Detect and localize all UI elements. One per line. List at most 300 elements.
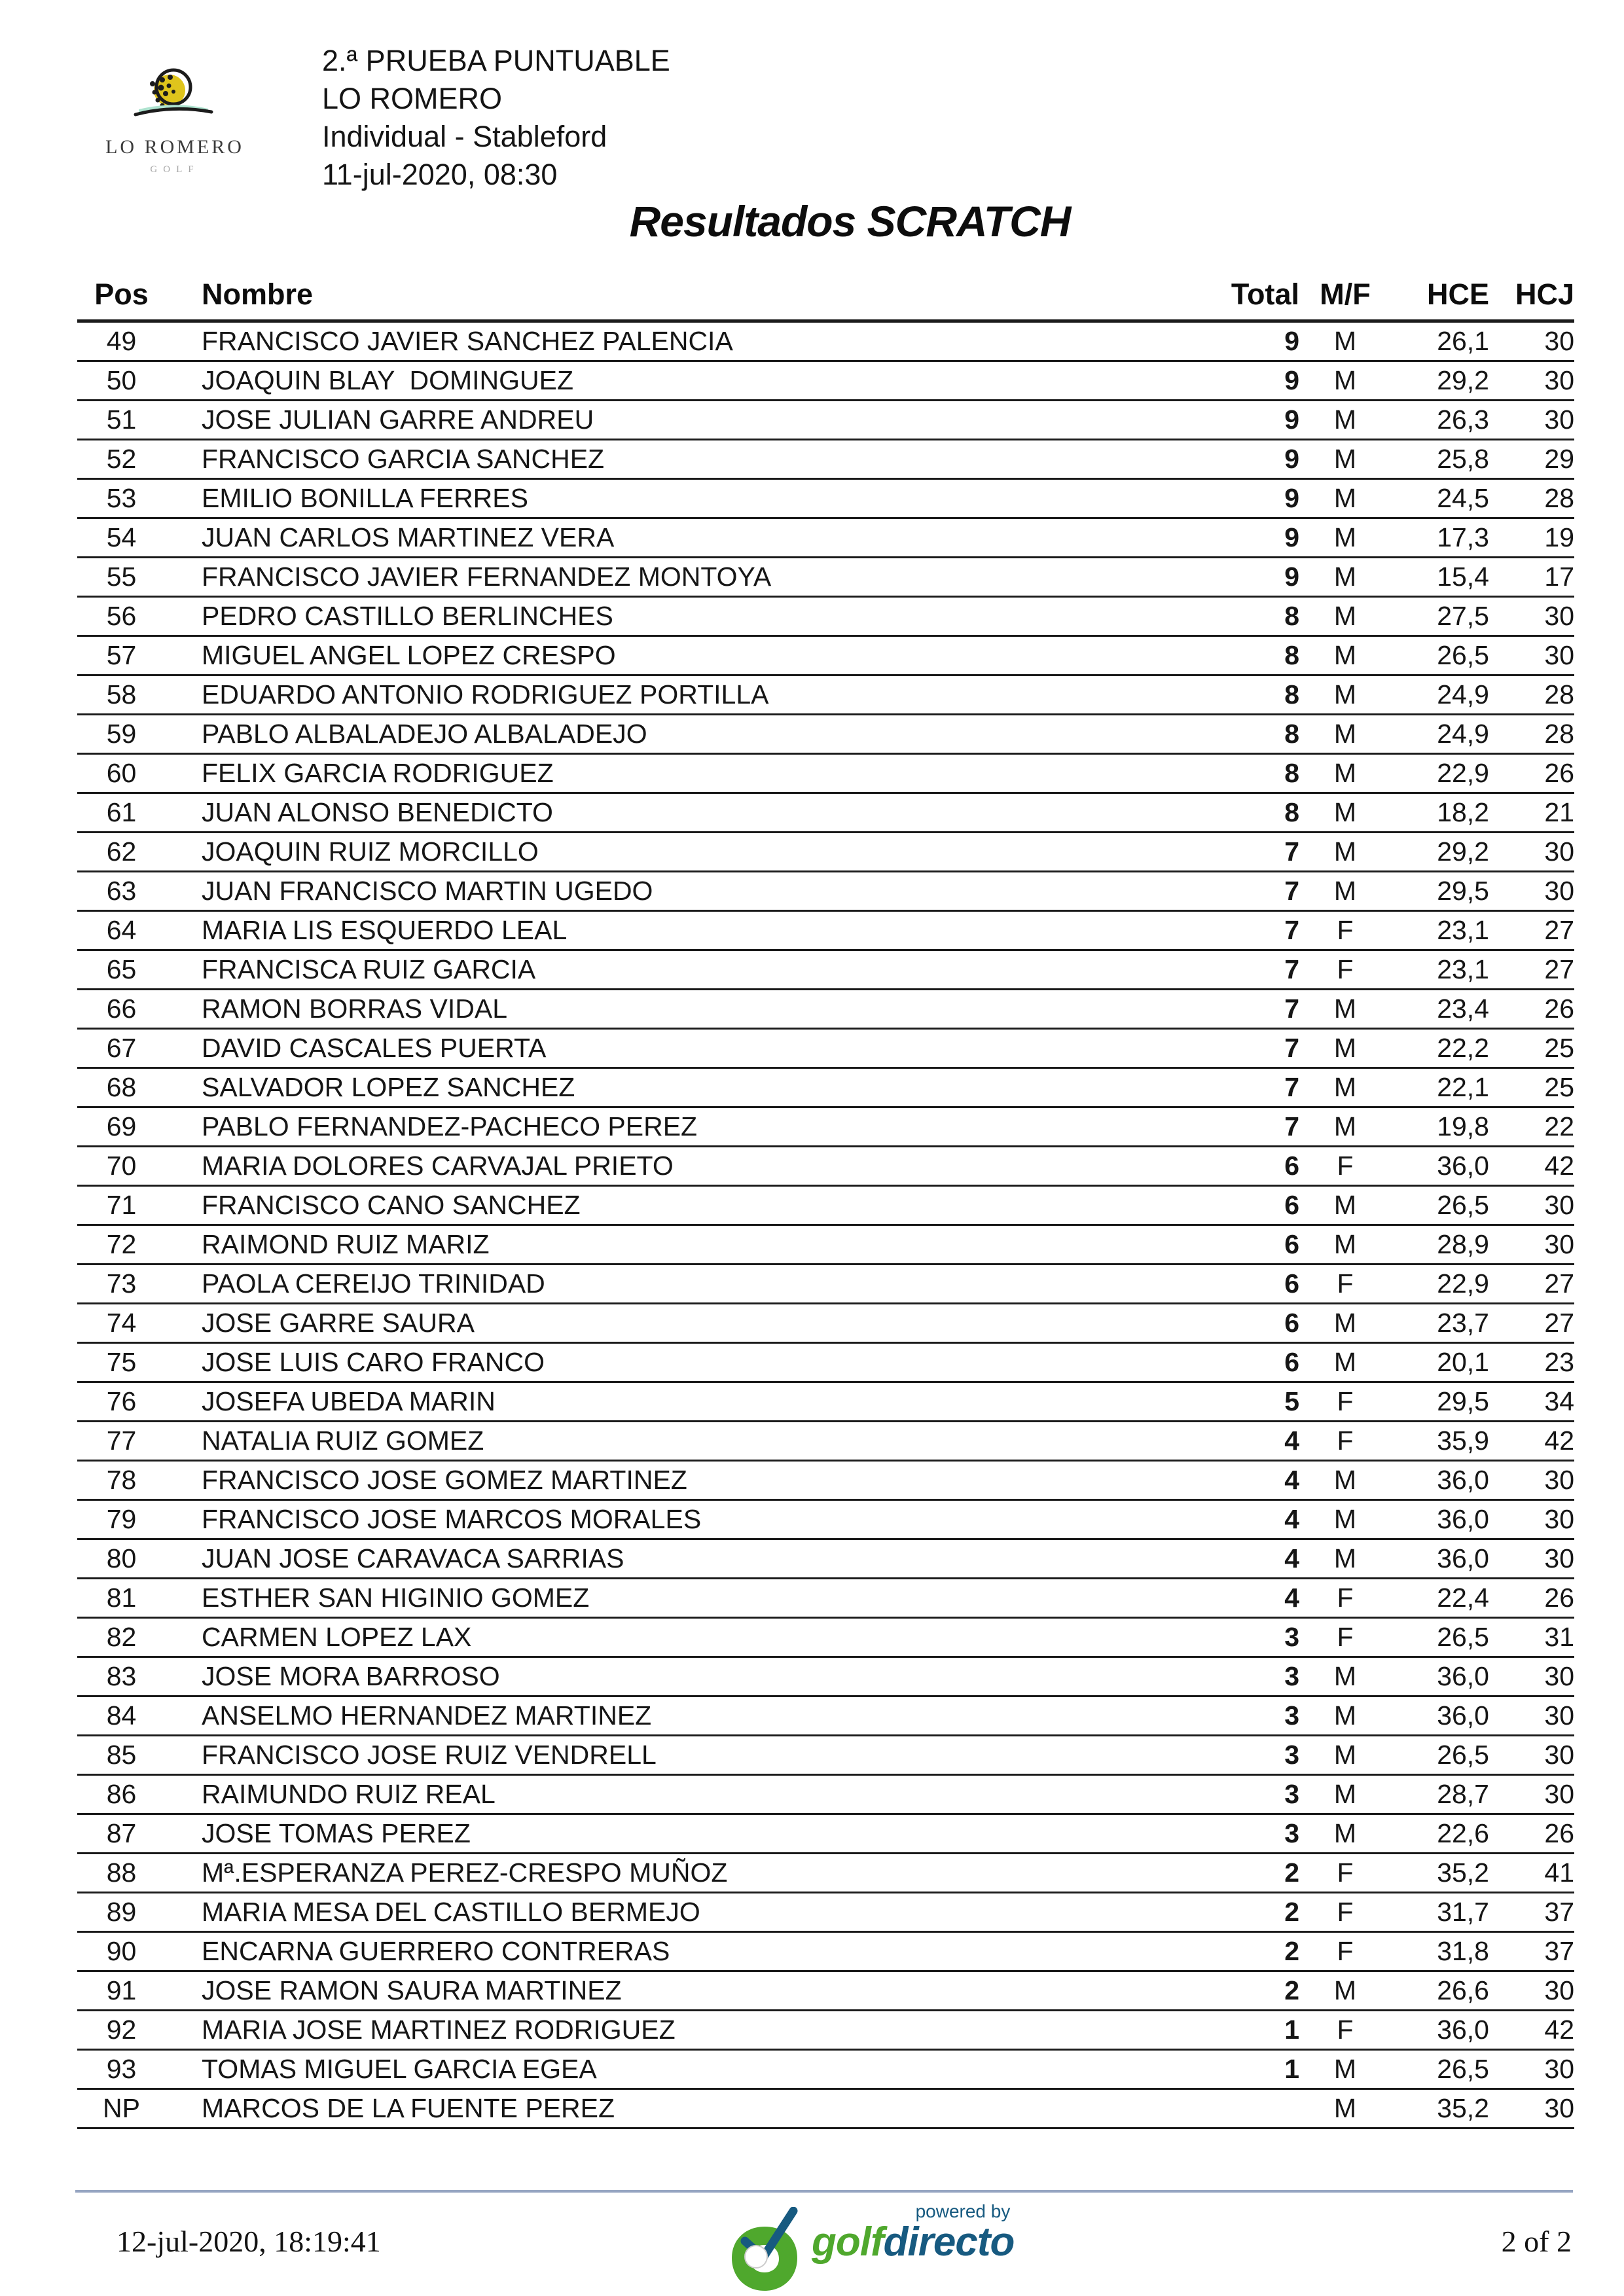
cell-mf: M: [1299, 1068, 1391, 1107]
cell-mf: M: [1299, 597, 1391, 636]
table-row: [77, 675, 1574, 715]
cell-hce: 18,2: [1391, 793, 1489, 833]
cell-nombre: ANSELMO HERNANDEZ MARTINEZ: [166, 1696, 1188, 1736]
cell-mf: M: [1299, 1814, 1391, 1854]
cell-hce: 26,1: [1391, 321, 1489, 361]
cell-total: 9: [1188, 361, 1299, 401]
table-row: [77, 1814, 1574, 1854]
cell-total: 4: [1188, 1579, 1299, 1618]
cell-mf: F: [1299, 1893, 1391, 1932]
cell-mf: M: [1299, 1304, 1391, 1343]
cell-nombre: JOSE MORA BARROSO: [166, 1657, 1188, 1696]
cell-mf: M: [1299, 715, 1391, 754]
cell-nombre: JOAQUIN BLAY DOMINGUEZ: [166, 361, 1188, 401]
brand-directo: directo: [883, 2219, 1015, 2265]
golfdirecto-logo: [725, 2201, 1015, 2296]
cell-hce: 26,5: [1391, 1618, 1489, 1657]
cell-nombre: PABLO FERNANDEZ-PACHECO PEREZ: [166, 1107, 1188, 1147]
table-row: [77, 2050, 1574, 2089]
cell-nombre: FELIX GARCIA RODRIGUEZ: [166, 754, 1188, 793]
cell-hcj: 41: [1489, 1854, 1574, 1893]
table-row: [77, 1500, 1574, 1539]
cell-total: 6: [1188, 1147, 1299, 1186]
cell-hce: 27,5: [1391, 597, 1489, 636]
cell-hcj: 30: [1489, 597, 1574, 636]
col-header-hce: HCE: [1391, 278, 1489, 321]
cell-nombre: Mª.ESPERANZA PEREZ-CRESPO MUÑOZ: [166, 1854, 1188, 1893]
table-row: [77, 597, 1574, 636]
cell-hce: 28,9: [1391, 1225, 1489, 1265]
cell-mf: M: [1299, 636, 1391, 675]
header-row: [77, 278, 1574, 321]
cell-total: 7: [1188, 1107, 1299, 1147]
cell-nombre: JOSEFA UBEDA MARIN: [166, 1382, 1188, 1422]
cell-pos: 82: [77, 1618, 166, 1657]
table-row: [77, 558, 1574, 597]
table-row: [77, 636, 1574, 675]
cell-total: 7: [1188, 1068, 1299, 1107]
table-row: [77, 872, 1574, 911]
cell-nombre: FRANCISCO CANO SANCHEZ: [166, 1186, 1188, 1225]
cell-mf: M: [1299, 990, 1391, 1029]
cell-total: 6: [1188, 1304, 1299, 1343]
table-row: [77, 1775, 1574, 1814]
event-line-2: LO ROMERO: [322, 82, 503, 115]
cell-mf: F: [1299, 1265, 1391, 1304]
cell-hcj: 30: [1489, 1971, 1574, 2011]
cell-nombre: MIGUEL ANGEL LOPEZ CRESPO: [166, 636, 1188, 675]
cell-nombre: FRANCISCO JOSE MARCOS MORALES: [166, 1500, 1188, 1539]
cell-hcj: 25: [1489, 1068, 1574, 1107]
cell-hcj: 28: [1489, 715, 1574, 754]
table-row: [77, 1304, 1574, 1343]
cell-total: 6: [1188, 1343, 1299, 1382]
table-row: [77, 1147, 1574, 1186]
cell-hcj: 28: [1489, 479, 1574, 518]
cell-total: 9: [1188, 558, 1299, 597]
cell-pos: 86: [77, 1775, 166, 1814]
cell-total: 7: [1188, 872, 1299, 911]
cell-hce: 26,5: [1391, 636, 1489, 675]
cell-pos: 51: [77, 401, 166, 440]
cell-nombre: MARIA LIS ESQUERDO LEAL: [166, 911, 1188, 950]
table-row: [77, 793, 1574, 833]
cell-hce: 20,1: [1391, 1343, 1489, 1382]
cell-total: 3: [1188, 1814, 1299, 1854]
cell-total: 9: [1188, 401, 1299, 440]
table-row: [77, 833, 1574, 872]
cell-total: [1188, 2089, 1299, 2128]
cell-pos: 55: [77, 558, 166, 597]
table-row: [77, 518, 1574, 558]
col-header-total: Total: [1188, 278, 1299, 321]
cell-hce: 23,1: [1391, 911, 1489, 950]
cell-total: 3: [1188, 1696, 1299, 1736]
cell-pos: 77: [77, 1422, 166, 1461]
cell-pos: 69: [77, 1107, 166, 1147]
cell-nombre: FRANCISCO JOSE GOMEZ MARTINEZ: [166, 1461, 1188, 1500]
event-line-3: Individual - Stableford: [322, 120, 607, 153]
cell-nombre: MARCOS DE LA FUENTE PEREZ: [166, 2089, 1188, 2128]
table-row: [77, 401, 1574, 440]
table-row: [77, 440, 1574, 479]
event-line-1: 2.ª PRUEBA PUNTUABLE: [322, 44, 670, 77]
cell-hcj: 22: [1489, 1107, 1574, 1147]
cell-hce: 23,7: [1391, 1304, 1489, 1343]
cell-nombre: JOSE JULIAN GARRE ANDREU: [166, 401, 1188, 440]
table-row: [77, 754, 1574, 793]
powered-by-label: powered by: [915, 2201, 1011, 2221]
event-line-4: 11-jul-2020, 08:30: [322, 158, 558, 191]
golfdirecto-wordmark: [812, 2202, 1014, 2263]
cell-pos: 87: [77, 1814, 166, 1854]
cell-total: 7: [1188, 911, 1299, 950]
footer-generated-timestamp: 12-jul-2020, 18:19:41: [117, 2225, 381, 2258]
cell-hcj: 37: [1489, 1893, 1574, 1932]
table-row: [77, 950, 1574, 990]
cell-total: 9: [1188, 440, 1299, 479]
cell-mf: F: [1299, 1147, 1391, 1186]
cell-hcj: 30: [1489, 833, 1574, 872]
cell-hce: 36,0: [1391, 1539, 1489, 1579]
cell-total: 7: [1188, 1029, 1299, 1068]
cell-pos: 50: [77, 361, 166, 401]
cell-mf: M: [1299, 1461, 1391, 1500]
cell-pos: 53: [77, 479, 166, 518]
cell-nombre: MARIA DOLORES CARVAJAL PRIETO: [166, 1147, 1188, 1186]
cell-mf: M: [1299, 1775, 1391, 1814]
cell-hce: 23,4: [1391, 990, 1489, 1029]
cell-nombre: FRANCISCO JAVIER FERNANDEZ MONTOYA: [166, 558, 1188, 597]
cell-pos: 52: [77, 440, 166, 479]
table-row: [77, 321, 1574, 361]
cell-nombre: JOSE RAMON SAURA MARTINEZ: [166, 1971, 1188, 2011]
cell-mf: F: [1299, 911, 1391, 950]
cell-pos: 56: [77, 597, 166, 636]
cell-pos: 74: [77, 1304, 166, 1343]
cell-total: 8: [1188, 793, 1299, 833]
cell-nombre: JUAN FRANCISCO MARTIN UGEDO: [166, 872, 1188, 911]
cell-hcj: 42: [1489, 1422, 1574, 1461]
cell-hce: 26,5: [1391, 1186, 1489, 1225]
brand-name: [812, 2219, 1014, 2265]
cell-pos: 93: [77, 2050, 166, 2089]
cell-hcj: 30: [1489, 2050, 1574, 2089]
cell-mf: M: [1299, 440, 1391, 479]
cell-nombre: NATALIA RUIZ GOMEZ: [166, 1422, 1188, 1461]
cell-nombre: EDUARDO ANTONIO RODRIGUEZ PORTILLA: [166, 675, 1188, 715]
cell-pos: 90: [77, 1932, 166, 1971]
cell-pos: 79: [77, 1500, 166, 1539]
table-row: [77, 1932, 1574, 1971]
cell-pos: 58: [77, 675, 166, 715]
cell-pos: 76: [77, 1382, 166, 1422]
cell-hcj: 23: [1489, 1343, 1574, 1382]
cell-nombre: JOAQUIN RUIZ MORCILLO: [166, 833, 1188, 872]
cell-nombre: ESTHER SAN HIGINIO GOMEZ: [166, 1579, 1188, 1618]
cell-mf: M: [1299, 321, 1391, 361]
cell-mf: F: [1299, 1382, 1391, 1422]
cell-total: 6: [1188, 1265, 1299, 1304]
cell-total: 4: [1188, 1422, 1299, 1461]
cell-mf: M: [1299, 793, 1391, 833]
cell-nombre: ENCARNA GUERRERO CONTRERAS: [166, 1932, 1188, 1971]
cell-hce: 26,5: [1391, 2050, 1489, 2089]
results-table: [77, 278, 1574, 2129]
cell-mf: M: [1299, 1186, 1391, 1225]
cell-mf: M: [1299, 872, 1391, 911]
cell-nombre: JOSE TOMAS PEREZ: [166, 1814, 1188, 1854]
cell-mf: M: [1299, 518, 1391, 558]
cell-pos: 84: [77, 1696, 166, 1736]
cell-pos: 66: [77, 990, 166, 1029]
cell-mf: M: [1299, 1107, 1391, 1147]
cell-total: 2: [1188, 1854, 1299, 1893]
cell-pos: 88: [77, 1854, 166, 1893]
table-row: [77, 1893, 1574, 1932]
cell-hce: 15,4: [1391, 558, 1489, 597]
cell-hcj: 27: [1489, 950, 1574, 990]
cell-nombre: TOMAS MIGUEL GARCIA EGEA: [166, 2050, 1188, 2089]
cell-hce: 31,7: [1391, 1893, 1489, 1932]
cell-nombre: PABLO ALBALADEJO ALBALADEJO: [166, 715, 1188, 754]
cell-total: 3: [1188, 1618, 1299, 1657]
cell-hce: 22,6: [1391, 1814, 1489, 1854]
cell-nombre: RAIMOND RUIZ MARIZ: [166, 1225, 1188, 1265]
cell-nombre: MARIA JOSE MARTINEZ RODRIGUEZ: [166, 2011, 1188, 2050]
cell-nombre: PEDRO CASTILLO BERLINCHES: [166, 597, 1188, 636]
table-row: [77, 1422, 1574, 1461]
cell-pos: 59: [77, 715, 166, 754]
cell-hcj: 30: [1489, 1696, 1574, 1736]
cell-pos: 67: [77, 1029, 166, 1068]
golf-ball-icon: [150, 70, 190, 108]
cell-total: 9: [1188, 321, 1299, 361]
cell-hcj: 26: [1489, 754, 1574, 793]
cell-hce: 24,9: [1391, 715, 1489, 754]
cell-hce: 22,4: [1391, 1579, 1489, 1618]
cell-hcj: 19: [1489, 518, 1574, 558]
table-row: [77, 1971, 1574, 2011]
cell-mf: M: [1299, 1657, 1391, 1696]
table-row: [77, 1539, 1574, 1579]
cell-hcj: 25: [1489, 1029, 1574, 1068]
cell-total: 2: [1188, 1893, 1299, 1932]
cell-hce: 29,2: [1391, 361, 1489, 401]
cell-hcj: 34: [1489, 1382, 1574, 1422]
cell-total: 7: [1188, 990, 1299, 1029]
cell-pos: 68: [77, 1068, 166, 1107]
cell-total: 2: [1188, 1971, 1299, 2011]
cell-pos: 81: [77, 1579, 166, 1618]
cell-mf: M: [1299, 1971, 1391, 2011]
cell-hce: 36,0: [1391, 1500, 1489, 1539]
cell-pos: 89: [77, 1893, 166, 1932]
cell-mf: F: [1299, 2011, 1391, 2050]
cell-total: 3: [1188, 1736, 1299, 1775]
cell-nombre: JOSE GARRE SAURA: [166, 1304, 1188, 1343]
cell-hcj: 27: [1489, 1304, 1574, 1343]
cell-pos: 85: [77, 1736, 166, 1775]
cell-mf: M: [1299, 401, 1391, 440]
cell-hcj: 26: [1489, 990, 1574, 1029]
cell-total: 1: [1188, 2011, 1299, 2050]
col-header-hcj: HCJ: [1489, 278, 1574, 321]
cell-mf: M: [1299, 1736, 1391, 1775]
cell-mf: F: [1299, 1932, 1391, 1971]
cell-mf: M: [1299, 361, 1391, 401]
table-row: [77, 1461, 1574, 1500]
cell-total: 9: [1188, 479, 1299, 518]
table-row: [77, 1696, 1574, 1736]
table-row: [77, 1225, 1574, 1265]
cell-pos: 91: [77, 1971, 166, 2011]
page-title: Resultados SCRATCH: [629, 197, 1071, 245]
cell-nombre: FRANCISCO JAVIER SANCHEZ PALENCIA: [166, 321, 1188, 361]
cell-hce: 22,9: [1391, 1265, 1489, 1304]
cell-pos: 70: [77, 1147, 166, 1186]
table-row: [77, 2089, 1574, 2128]
table-row: [77, 1657, 1574, 1696]
cell-hcj: 31: [1489, 1618, 1574, 1657]
table-row: [77, 1343, 1574, 1382]
cell-pos: 54: [77, 518, 166, 558]
cell-hcj: 29: [1489, 440, 1574, 479]
cell-hce: 35,9: [1391, 1422, 1489, 1461]
cell-hce: 36,0: [1391, 1696, 1489, 1736]
table-row: [77, 1736, 1574, 1775]
cell-hcj: 30: [1489, 1539, 1574, 1579]
cell-hcj: 30: [1489, 1775, 1574, 1814]
table-row: [77, 1029, 1574, 1068]
cell-hce: 22,1: [1391, 1068, 1489, 1107]
cell-mf: M: [1299, 675, 1391, 715]
cell-hcj: 42: [1489, 1147, 1574, 1186]
cell-mf: M: [1299, 1029, 1391, 1068]
cell-nombre: FRANCISCA RUIZ GARCIA: [166, 950, 1188, 990]
cell-pos: 73: [77, 1265, 166, 1304]
cell-hcj: 30: [1489, 361, 1574, 401]
cell-hce: 35,2: [1391, 2089, 1489, 2128]
cell-hce: 29,5: [1391, 1382, 1489, 1422]
results-table-head: [77, 278, 1574, 321]
cell-nombre: PAOLA CEREIJO TRINIDAD: [166, 1265, 1188, 1304]
cell-pos: 64: [77, 911, 166, 950]
brand-golf: golf: [812, 2219, 884, 2265]
table-row: [77, 1265, 1574, 1304]
cell-hcj: 30: [1489, 1186, 1574, 1225]
cell-hce: 36,0: [1391, 1657, 1489, 1696]
cell-pos: 61: [77, 793, 166, 833]
cell-hcj: 30: [1489, 2089, 1574, 2128]
cell-pos: 80: [77, 1539, 166, 1579]
table-row: [77, 2011, 1574, 2050]
cell-pos: 57: [77, 636, 166, 675]
cell-mf: M: [1299, 1343, 1391, 1382]
cell-hce: 36,0: [1391, 1461, 1489, 1500]
cell-mf: M: [1299, 1696, 1391, 1736]
col-header-nombre: Nombre: [166, 278, 1188, 321]
table-row: [77, 1382, 1574, 1422]
cell-mf: F: [1299, 950, 1391, 990]
cell-hcj: 30: [1489, 636, 1574, 675]
cell-hcj: 30: [1489, 1461, 1574, 1500]
cell-hce: 36,0: [1391, 2011, 1489, 2050]
table-row: [77, 479, 1574, 518]
cell-mf: M: [1299, 754, 1391, 793]
cell-mf: M: [1299, 479, 1391, 518]
cell-total: 1: [1188, 2050, 1299, 2089]
cell-hce: 25,8: [1391, 440, 1489, 479]
cell-nombre: SALVADOR LOPEZ SANCHEZ: [166, 1068, 1188, 1107]
cell-hce: 23,1: [1391, 950, 1489, 990]
cell-hce: 29,5: [1391, 872, 1489, 911]
cell-hcj: 30: [1489, 321, 1574, 361]
cell-pos: 62: [77, 833, 166, 872]
cell-pos: 83: [77, 1657, 166, 1696]
table-row: [77, 361, 1574, 401]
cell-hcj: 28: [1489, 675, 1574, 715]
cell-hce: 24,5: [1391, 479, 1489, 518]
cell-hce: 24,9: [1391, 675, 1489, 715]
cell-hce: 29,2: [1391, 833, 1489, 872]
cell-mf: F: [1299, 1422, 1391, 1461]
cell-mf: F: [1299, 1618, 1391, 1657]
cell-nombre: JOSE LUIS CARO FRANCO: [166, 1343, 1188, 1382]
table-row: [77, 1068, 1574, 1107]
cell-nombre: DAVID CASCALES PUERTA: [166, 1029, 1188, 1068]
table-row: [77, 1186, 1574, 1225]
cell-total: 8: [1188, 597, 1299, 636]
cell-hcj: 17: [1489, 558, 1574, 597]
cell-hce: 22,9: [1391, 754, 1489, 793]
col-header-pos: Pos: [77, 278, 166, 321]
cell-mf: F: [1299, 1579, 1391, 1618]
cell-hcj: 26: [1489, 1579, 1574, 1618]
cell-total: 7: [1188, 833, 1299, 872]
cell-mf: M: [1299, 2050, 1391, 2089]
cell-pos: 49: [77, 321, 166, 361]
cell-hce: 36,0: [1391, 1147, 1489, 1186]
cell-hcj: 27: [1489, 1265, 1574, 1304]
green-swoosh-icon: [135, 105, 211, 115]
cell-hce: 28,7: [1391, 1775, 1489, 1814]
cell-pos: 71: [77, 1186, 166, 1225]
cell-hcj: 37: [1489, 1932, 1574, 1971]
cell-hce: 31,8: [1391, 1932, 1489, 1971]
cell-mf: M: [1299, 1500, 1391, 1539]
cell-hce: 26,5: [1391, 1736, 1489, 1775]
page-number: 2 of 2: [1501, 2225, 1572, 2258]
cell-mf: M: [1299, 2089, 1391, 2128]
table-row: [77, 1618, 1574, 1657]
cell-hce: 17,3: [1391, 518, 1489, 558]
cell-hce: 26,3: [1391, 401, 1489, 440]
cell-hcj: 26: [1489, 1814, 1574, 1854]
lo-romero-logo: [105, 65, 245, 183]
cell-total: 6: [1188, 1186, 1299, 1225]
table-row: [77, 1854, 1574, 1893]
cell-total: 5: [1188, 1382, 1299, 1422]
cell-nombre: JUAN CARLOS MARTINEZ VERA: [166, 518, 1188, 558]
table-row: [77, 1107, 1574, 1147]
cell-hcj: 21: [1489, 793, 1574, 833]
table-row: [77, 990, 1574, 1029]
cell-hcj: 30: [1489, 1657, 1574, 1696]
cell-pos: 75: [77, 1343, 166, 1382]
cell-mf: M: [1299, 558, 1391, 597]
table-row: [77, 911, 1574, 950]
